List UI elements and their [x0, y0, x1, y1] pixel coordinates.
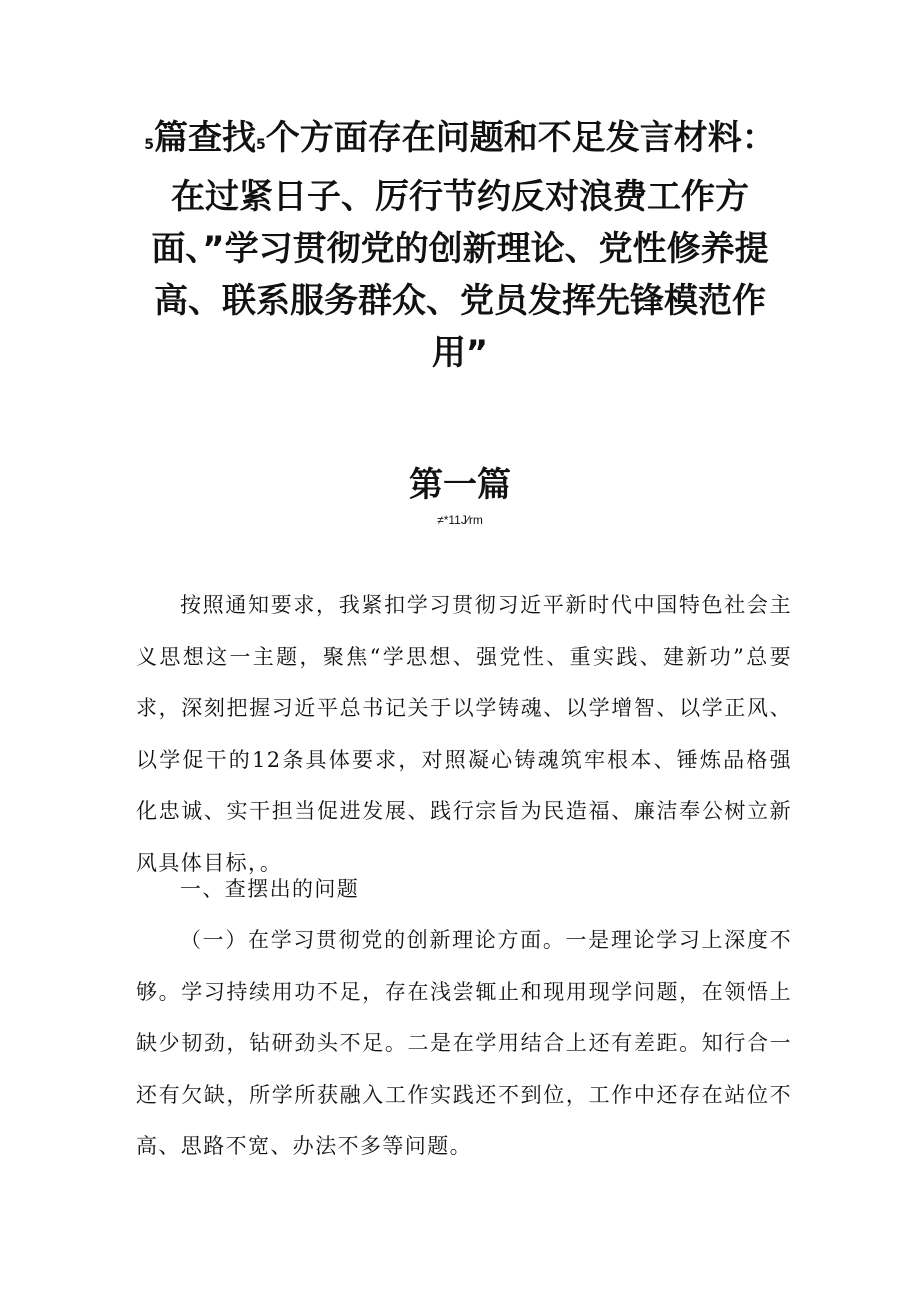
title-text-1: 篇查找 [154, 118, 256, 158]
paragraph-problem-1: （一）在学习贯彻党的创新理论方面。一是理论学习上深度不够。学习持续用功不足，存在浅尝辄止和现用现学问题，在领悟上缺少韧劲，钻研劲头不足。二是在学用结合上还有差距。知行合一还有欠缺，所学所获融入工作实践还不到位，工作中还存在站位不高、思路不宽、办法不多等问题。 [136, 928, 792, 1158]
section-heading: 第一篇 [409, 465, 511, 505]
document-title [140, 112, 780, 379]
title-text-2: 个方面存在问题和不足发言材料：在过紧日子、厉行节约反对浪费工作方面、”学习贯彻党的创新理论、党性修养提高、联系服务群众、党员发挥先锋模范作用” [151, 118, 776, 373]
paragraph-heading-problems: 一、查摆出的问题 [180, 877, 360, 901]
section-subtitle: ≠*11J∕rm [437, 513, 483, 527]
title-number-1: 5 [144, 137, 154, 153]
title-number-2: 5 [256, 137, 266, 153]
paragraph-intro: 按照通知要求，我紧扣学习贯彻习近平新时代中国特色社会主义思想这一主题，聚焦“学思想、强党性、重实践、建新功”总要求，深刻把握习近平总书记关于以学铸魂、以学增智、以学正风、以学促干的12条具体要求，对照凝心铸魂筑牢根本、锤炼品格强化忠诚、实干担当促进发展、践行宗旨为民造福、廉洁奉公树立新风具体目标，。 [136, 593, 792, 875]
